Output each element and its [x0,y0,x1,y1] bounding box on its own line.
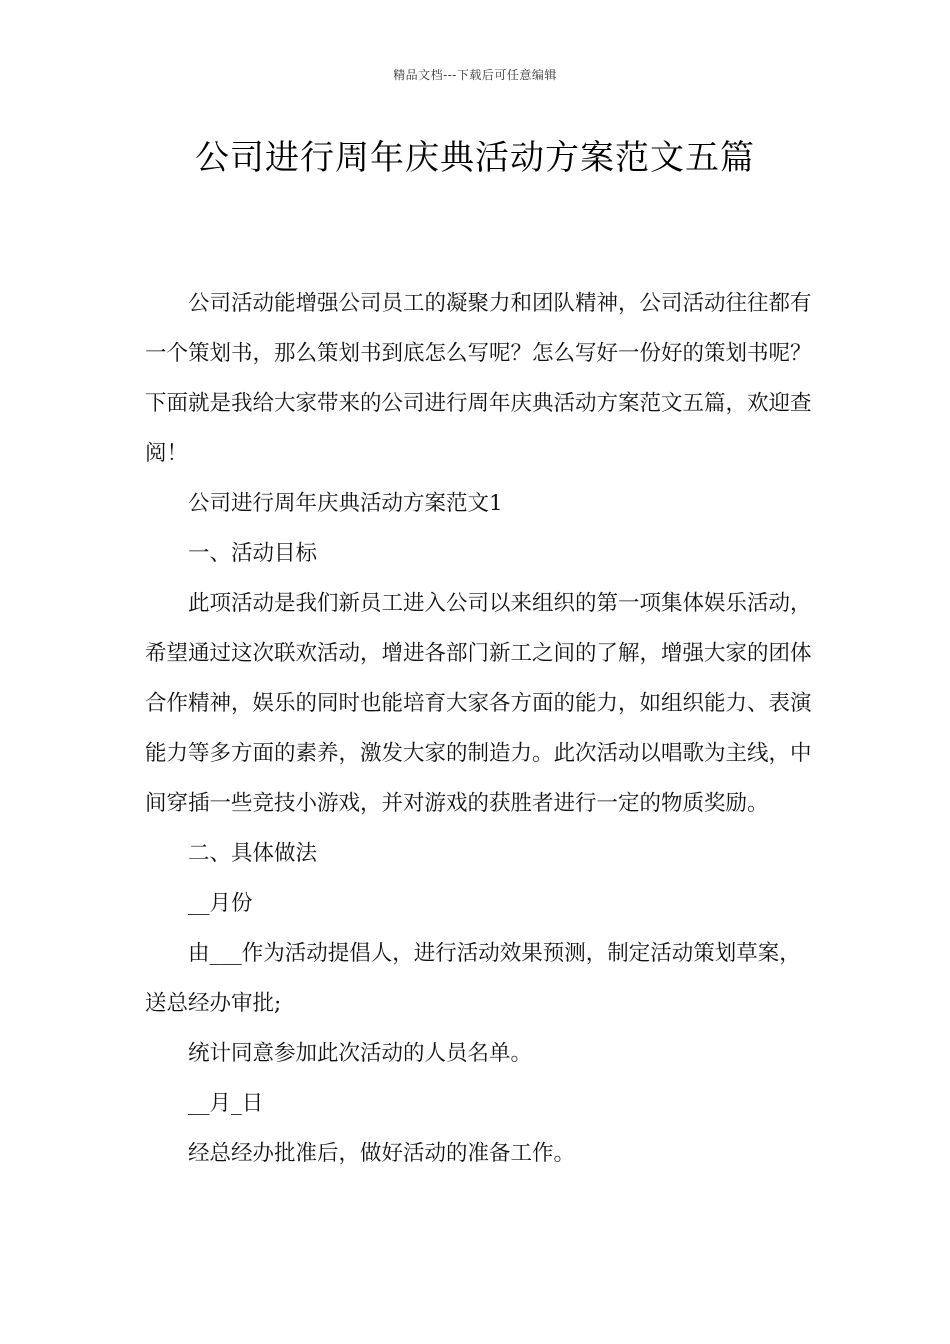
subheading-activity-goal: 一、活动目标 [188,541,318,566]
document-title: 公司进行周年庆典活动方案范文五篇 [195,138,755,178]
section-heading-sample-1: 公司进行周年庆典活动方案范文1 [188,491,503,516]
goal-paragraph: 此项活动是我们新员工进入公司以来组织的第一项集体娱乐活动，希望通过这次联欢活动，增进各部门新工之间的了解，增强大家的团体合作精神，娱乐的同时也能培育大家各方面的能力，如组织能力、表演能力等多方面的素养，激发大家的制造力。此次活动以唱歌为主线，中间穿插一些竞技小游戏，并对游戏的获胜者进行一定的物质奖励。 [145,591,812,816]
document-body [145,279,817,1179]
attendee-list-paragraph: 统计同意参加此次活动的人员名单。 [188,1041,533,1066]
intro-paragraph: 公司活动能增强公司员工的凝聚力和团队精神，公司活动往往都有一个策划书，那么策划书到底怎么写呢？怎么写好一份好的策划书呢？下面就是我给大家带来的公司进行周年庆典活动方案范文五篇，欢迎查阅！ [145,291,812,466]
subheading-specific-method: 二、具体做法 [188,841,318,866]
preparation-paragraph: 经总经办批准后，做好活动的准备工作。 [188,1141,576,1166]
date-month-line: __月份 [188,891,253,916]
header-note: 精品文档---下载后可任意编辑 [393,68,557,82]
date-day-line: __月_日 [188,1091,264,1116]
proposal-paragraph: 由___作为活动提倡人，进行活动效果预测，制定活动策划草案，送总经办审批; [145,941,801,1016]
